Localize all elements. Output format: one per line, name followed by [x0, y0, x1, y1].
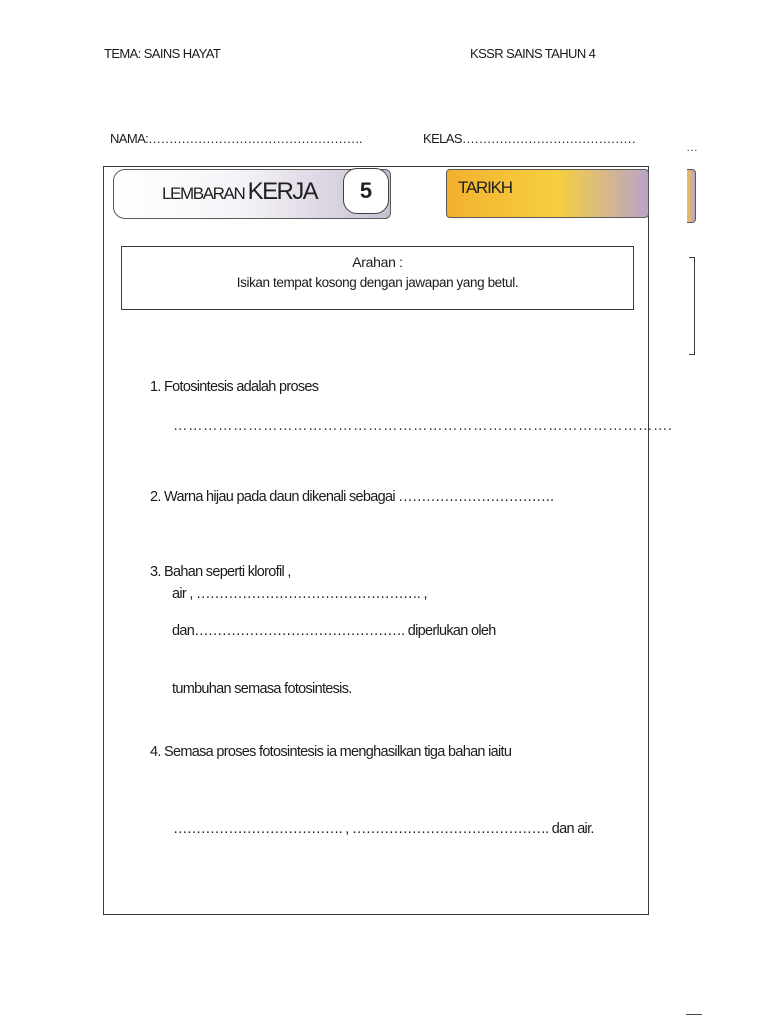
worksheet-number-badge: 5	[343, 168, 389, 214]
question-4-answer-blank[interactable]: ………………………………. , ……………………………………. dan air.	[173, 821, 594, 837]
lembaran-label: LEMBARAN	[162, 184, 248, 203]
tema-label: TEMA: SAINS HAYAT	[104, 46, 221, 61]
question-1-answer-blank[interactable]: ……………………………………………………………………………………….	[173, 418, 673, 434]
next-page-edge-tab	[687, 169, 696, 223]
question-3-line-3[interactable]: dan………………………………………. diperlukan oleh	[172, 623, 496, 639]
question-3-line-1: 3. Bahan seperti klorofil ,	[150, 564, 291, 580]
kelas-field[interactable]: KELAS……………………………………	[423, 131, 636, 146]
nama-field[interactable]: NAMA:…………………………………………….	[110, 131, 362, 146]
question-4-text: 4. Semasa proses fotosintesis ia menghasilkan tiga bahan iaitu	[150, 744, 512, 760]
question-2-text: 2. Warna hijau pada daun dikenali sebagai …………………………….	[150, 489, 554, 505]
kssr-label: KSSR SAINS TAHUN 4	[470, 46, 596, 61]
question-3-line-2[interactable]: air , …………………………………………. ,	[172, 586, 427, 602]
next-page-edge-bracket	[689, 257, 695, 355]
tarikh-label: TARIKH	[458, 178, 512, 197]
question-3-line-4: tumbuhan semasa fotosintesis.	[172, 681, 352, 697]
question-1-text: 1. Fotosintesis adalah proses	[150, 379, 319, 395]
next-page-edge-dash	[686, 1014, 702, 1015]
arahan-title: Arahan :	[352, 254, 403, 270]
arahan-box	[121, 246, 634, 310]
next-page-edge-dots: …	[686, 140, 698, 154]
kerja-label: KERJA	[247, 178, 318, 205]
arahan-instruction: Isikan tempat kosong dengan jawapan yang betul.	[236, 275, 519, 290]
lembaran-kerja-title	[162, 178, 317, 206]
